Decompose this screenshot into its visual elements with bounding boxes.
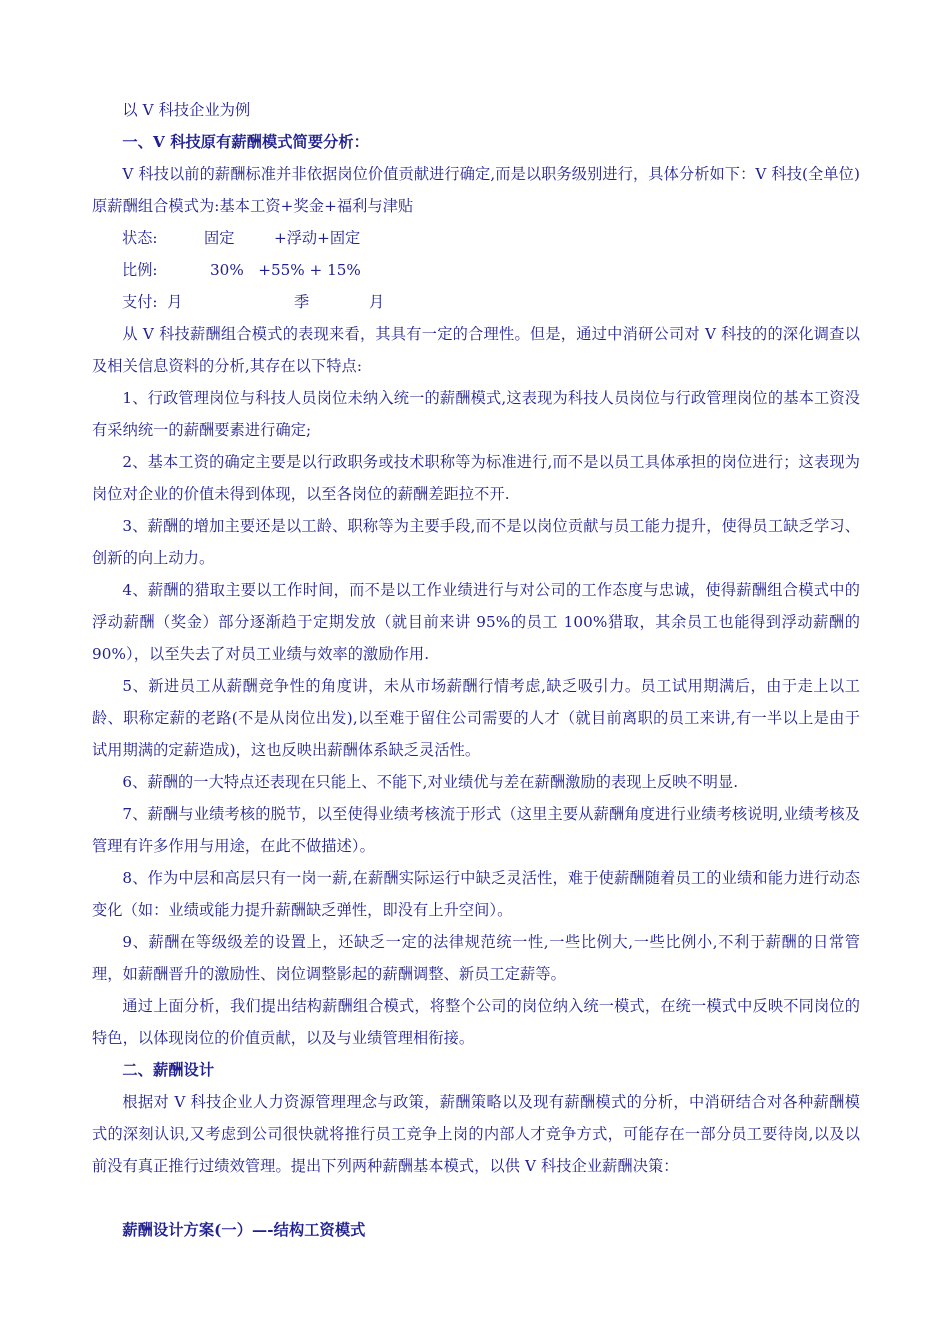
list-item-5: 5、新进员工从薪酬竞争性的角度讲，未从市场薪酬行情考虑,缺乏吸引力。员工试用期满后，由于走上以工龄、职称定薪的老路(不是从岗位出发),以至难于留住公司需要的人才（就目前离职的员工来讲,有一半以上是由于试用期满的定薪造成)，这也反映出薪酬体系缺乏灵活性。 bbox=[92, 677, 860, 759]
paragraph-original-model: V 科技以前的薪酬标准并非依据岗位价值贡献进行确定,而是以职务级别进行，具体分析如下：V 科技(全单位)原薪酬组合模式为:基本工资+奖金+福利与津贴 bbox=[92, 165, 860, 215]
ratio-values: 30% +55% + 15% bbox=[210, 261, 361, 279]
paragraph-design-intro: 根据对 V 科技企业人力资源管理理念与政策，薪酬策略以及现有薪酬模式的分析，中消研结合对各种薪酬模式的深刻认识,又考虑到公司很快就将推行员工竞争上岗的内部人才竞争方式，可能存在一部分员工要待岗,以及以前没有真正推行过绩效管理。提出下列两种薪酬基本模式，以供 V 科技企业薪酬决策： bbox=[92, 1093, 860, 1175]
pay-row bbox=[92, 286, 860, 318]
section-1-heading: 一、V 科技原有薪酬模式简要分析： bbox=[122, 133, 369, 151]
pay-month: 月 bbox=[369, 293, 385, 311]
intro-line: 以 V 科技企业为例 bbox=[122, 101, 251, 119]
pay-label: 支付: 月 bbox=[122, 293, 183, 311]
list-item-6: 6、薪酬的一大特点还表现在只能上、不能下,对业绩优与差在薪酬激励的表现上反映不明显. bbox=[122, 773, 739, 791]
list-item-7: 7、薪酬与业绩考核的脱节，以至使得业绩考核流于形式（这里主要从薪酬角度进行业绩考核说明,业绩考核及管理有许多作用与用途，在此不做描述）。 bbox=[92, 805, 860, 855]
status-label: 状态: bbox=[122, 229, 158, 247]
plan-1-heading: 薪酬设计方案(一）—-结构工资模式 bbox=[122, 1221, 366, 1239]
paragraph-conclusion: 通过上面分析，我们提出结构薪酬组合模式，将整个公司的岗位纳入统一模式，在统一模式中反映不同岗位的特色，以体现岗位的价值贡献，以及与业绩管理相衔接。 bbox=[92, 997, 860, 1047]
list-item-4: 4、薪酬的猎取主要以工作时间，而不是以工作业绩进行与对公司的工作态度与忠诚，使得薪酬组合模式中的浮动薪酬（奖金）部分逐渐趋于定期发放（就目前来讲 95%的员工 100%猎取，其余员工也能得到浮动薪酬的 90%），以至失去了对员工业绩与效率的激励作用. bbox=[92, 581, 860, 663]
paragraph-analysis-intro: 从 V 科技薪酬组合模式的表现来看，其具有一定的合理性。但是，通过中消研公司对 V 科技的的深化调查以及相关信息资料的分析,其存在以下特点: bbox=[92, 325, 860, 375]
pay-quarter: 季 bbox=[294, 293, 310, 311]
section-2-heading: 二、薪酬设计 bbox=[122, 1061, 215, 1079]
list-item-3: 3、薪酬的增加主要还是以工龄、职称等为主要手段,而不是以岗位贡献与员工能力提升，使得员工缺乏学习、创新的向上动力。 bbox=[92, 517, 860, 567]
document-body bbox=[92, 94, 860, 1246]
ratio-label: 比例: bbox=[122, 261, 158, 279]
blank-gap bbox=[92, 1182, 860, 1214]
status-float-fixed: +浮动+固定 bbox=[274, 229, 361, 247]
status-fixed: 固定 bbox=[204, 229, 235, 247]
list-item-8: 8、作为中层和高层只有一岗一薪,在薪酬实际运行中缺乏灵活性，难于使薪酬随着员工的业绩和能力进行动态变化（如：业绩或能力提升薪酬缺乏弹性，即没有上升空间）。 bbox=[92, 869, 860, 919]
list-item-1: 1、行政管理岗位与科技人员岗位未纳入统一的薪酬模式,这表现为科技人员岗位与行政管理岗位的基本工资没有采纳统一的薪酬要素进行确定; bbox=[92, 389, 860, 439]
ratio-row bbox=[92, 254, 860, 286]
status-row bbox=[92, 222, 860, 254]
list-item-9: 9、薪酬在等级级差的设置上，还缺乏一定的法律规范统一性,一些比例大,一些比例小,不利于薪酬的日常管理，如薪酬晋升的激励性、岗位调整影起的薪酬调整、新员工定薪等。 bbox=[92, 933, 860, 983]
list-item-2: 2、基本工资的确定主要是以行政职务或技术职称等为标准进行,而不是以员工具体承担的岗位进行；这表现为岗位对企业的价值未得到体现，以至各岗位的薪酬差距拉不开. bbox=[92, 453, 860, 503]
